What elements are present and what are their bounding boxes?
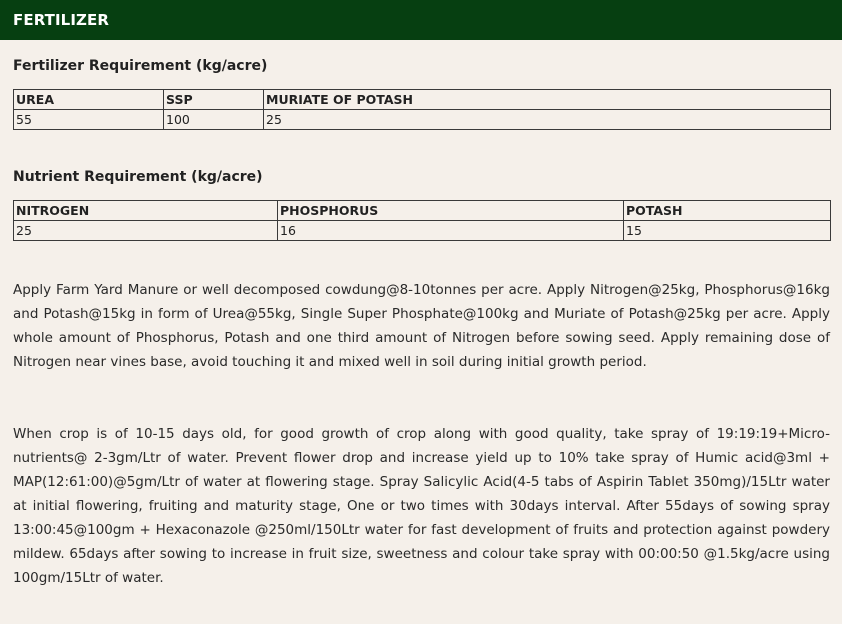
cell-phosphorus-value: 16 (278, 221, 624, 241)
cell-urea-value: 55 (14, 110, 164, 130)
column-header-phosphorus: PHOSPHORUS (278, 201, 624, 221)
spray-schedule-paragraph: When crop is of 10-15 days old, for good growth of crop along with good quality, take spray of 19:19:19+Micro-nutrients@ 2-3gm/Ltr of water. Prevent flower drop and increase yield up to 10% take spray of Humic acid@3ml + MAP(12:61:00)@5gm/Ltr of water at flowering stage. Spray Salicylic Acid(4-5 tabs of Aspirin Tablet 350mg)/15Ltr water at initial flowering, fruiting and maturity stage, One or two times with 30days interval. After 55days of sowing spray 13:00:45@100gm + Hexaconazole @250ml/150Ltr water for fast development of fruits and protection against powdery mildew. 65days after sowing to increase in fruit size, sweetness and colour take spray with 00:00:50 @1.5kg/acre using 100gm/15Ltr of water. (13, 426, 830, 586)
cell-potash-value: 15 (624, 221, 831, 241)
table-header-row (14, 201, 831, 221)
column-header-potash: POTASH (624, 201, 831, 221)
column-header-urea: UREA (14, 90, 164, 110)
section-header-bar (0, 0, 842, 40)
nutrient-requirement-title: Nutrient Requirement (kg/acre) (13, 169, 263, 185)
cell-nitrogen-value: 25 (14, 221, 278, 241)
column-header-nitrogen: NITROGEN (14, 201, 278, 221)
fertilizer-application-paragraph: Apply Farm Yard Manure or well decomposed cowdung@8-10tonnes per acre. Apply Nitrogen@25kg, Phosphorus@16kg and Potash@15kg in form of Urea@55kg, Single Super Phosphate@100kg and Muriate of Potash@25kg per acre. Apply whole amount of Phosphorus, Potash and one third amount of Nitrogen before sowing seed. Apply remaining dose of Nitrogen near vines base, avoid touching it and mixed well in soil during initial growth period. (13, 282, 830, 370)
fertilizer-requirement-table (13, 89, 831, 130)
fertilizer-requirement-title: Fertilizer Requirement (kg/acre) (13, 58, 268, 74)
cell-muriate-of-potash-value: 25 (264, 110, 831, 130)
page-title: FERTILIZER (13, 11, 109, 29)
nutrient-requirement-table (13, 200, 831, 241)
table-header-row (14, 90, 831, 110)
table-row (14, 110, 831, 130)
table-row (14, 221, 831, 241)
column-header-muriate-of-potash: MURIATE OF POTASH (264, 90, 831, 110)
column-header-ssp: SSP (164, 90, 264, 110)
cell-ssp-value: 100 (164, 110, 264, 130)
